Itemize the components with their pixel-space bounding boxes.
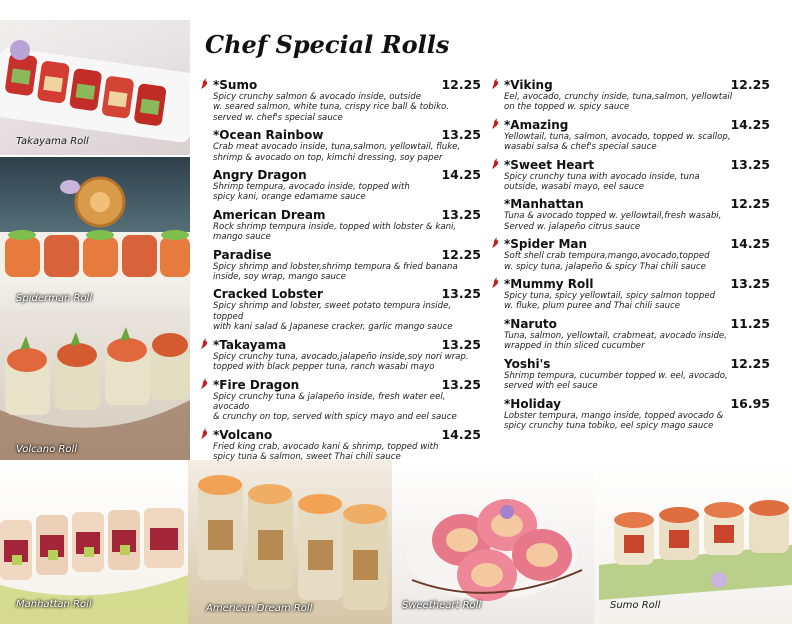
menu-item-price: 12.25 [730, 77, 770, 92]
menu-item [213, 286, 481, 332]
description-line: topped with black pepper tuna, ranch wasabi mayo [213, 362, 435, 373]
description-line: Fried king crab, avocado kani & shrimp, topped with [213, 441, 439, 452]
menu-item-description [504, 331, 770, 352]
menu-item-name: *Ocean Rainbow [213, 128, 324, 143]
chili-pepper-icon [200, 378, 209, 389]
menu-item-name: Cracked Lobster [213, 287, 323, 302]
menu-item-description [213, 352, 481, 373]
menu-column-left [213, 77, 481, 467]
description-line: Crab meat avocado inside, tuna,salmon, yellowtail, fluke, [213, 142, 461, 153]
menu-item [504, 77, 770, 113]
menu-item [213, 427, 481, 463]
manhattan-roll-photo [0, 460, 188, 624]
menu-item-price: 12.25 [730, 196, 770, 212]
menu-item-price: 13.25 [441, 376, 481, 392]
chili-pepper-icon [491, 78, 500, 89]
menu-item-name: *Amazing [504, 117, 569, 132]
menu-item-description [504, 92, 770, 113]
menu-item-price: 16.95 [730, 395, 770, 411]
menu-item-name: *Takayama [213, 337, 287, 352]
description-line: served w. chef's special sauce [213, 112, 343, 123]
chili-pepper-icon [200, 78, 209, 89]
description-line: Spicy crunchy salmon & avocado inside, outside [213, 92, 421, 102]
description-line: served with eel sauce [504, 381, 598, 392]
menu-item-name: *Naruto [504, 316, 557, 331]
menu-item-price: 14.25 [441, 426, 481, 442]
american-dream-roll-photo [188, 460, 392, 624]
description-line: Lobster tempura, mango inside, topped avocado & [504, 410, 724, 421]
description-line: Soft shell crab tempura,mango,avocado,topped [504, 251, 710, 262]
menu-item [213, 377, 481, 423]
description-line: Shrimp tempura, avocado inside, topped with [213, 182, 410, 193]
volcano-roll-caption: Volcano Roll [16, 444, 78, 455]
menu-item [213, 127, 481, 163]
chili-pepper-icon [200, 428, 209, 439]
description-line: w. spicy tuna, jalapeño & spicy Thai chili sauce [504, 261, 706, 272]
description-line: Served w. jalapeño citrus sauce [504, 221, 641, 232]
chili-pepper-icon [491, 158, 500, 169]
menu-item-description [213, 222, 481, 243]
menu-item [504, 316, 770, 352]
description-line: Spicy tuna, spicy yellowtail, spicy salmon topped [504, 291, 716, 302]
menu-item-description [213, 442, 481, 463]
menu-item-description [504, 291, 770, 312]
menu-item-name: *Sweet Heart [504, 157, 595, 172]
menu-item-price: 12.25 [730, 355, 770, 371]
menu-item-price: 14.25 [730, 236, 770, 252]
menu-item-name: American Dream [213, 207, 326, 222]
description-line: Shrimp tempura, cucumber topped w. eel, avocado, [504, 370, 728, 381]
menu-item-name: Yoshi's [504, 356, 551, 371]
menu-column-right [504, 77, 770, 435]
menu-item-price: 13.25 [441, 336, 481, 352]
menu-item [213, 247, 481, 283]
menu-item-name: *Viking [504, 78, 553, 92]
menu-item-description [213, 142, 481, 163]
menu-item-price: 13.25 [441, 127, 481, 143]
description-line: Spicy crunchy tuna with avocado inside, tuna [504, 171, 700, 182]
menu-item-name: *Fire Dragon [213, 377, 300, 392]
description-line: on the topped w. spicy sauce [504, 102, 630, 113]
menu-item-price: 12.25 [441, 246, 481, 262]
menu-item-description [213, 301, 481, 332]
menu-item-name: Paradise [213, 247, 272, 262]
menu-title: Chef Special Rolls [205, 30, 450, 59]
description-line: Rock shrimp tempura inside, topped with lobster & kani, [213, 221, 457, 232]
menu-item-description [504, 172, 770, 193]
chili-pepper-icon [491, 237, 500, 248]
menu-item [504, 396, 770, 432]
takayama-roll-caption: Takayama Roll [16, 136, 89, 147]
chili-pepper-icon [491, 277, 500, 288]
menu-item-description [213, 92, 481, 123]
spiderman-roll-caption: Spiderman Roll [16, 293, 93, 304]
description-line: Tuna, salmon, yellowtail, crabmeat, avocado inside, [504, 330, 727, 341]
menu-item-name: *Sumo [213, 78, 258, 92]
menu-item [504, 236, 770, 272]
menu-item [213, 207, 481, 243]
american-dream-roll-caption: American Dream Roll [206, 603, 313, 614]
menu-item-description [504, 251, 770, 272]
description-line: spicy crunchy tuna tobiko, eel spicy mago sauce [504, 420, 714, 431]
description-line: Spicy crunchy tuna & jalapeño inside, fresh water eel, avocado [213, 391, 446, 412]
description-line: Tuna & avocado topped w. yellowtail,fresh wasabi, [504, 211, 722, 222]
description-line: w. fluke, plum puree and Thai chili sauce [504, 301, 681, 312]
menu-item-price: 13.25 [730, 156, 770, 172]
description-line: Spicy crunchy tuna, avocado,jalapeño inside,soy nori wrap. [213, 351, 469, 362]
menu-item [504, 157, 770, 193]
menu-item [213, 167, 481, 203]
description-line: spicy kani, orange edamame sauce [213, 192, 366, 203]
description-line: Spicy shrimp and lobster, sweet potato tempura inside, topped [213, 301, 452, 322]
manhattan-roll-caption: Manhattan Roll [16, 599, 92, 610]
sumo-roll-photo [594, 460, 792, 624]
menu-item-price: 14.25 [730, 116, 770, 132]
description-line: shrimp & avocado on top, kimchi dressing, soy paper [213, 152, 443, 163]
menu-item-name: *Spider Man [504, 237, 588, 252]
sweetheart-roll-photo [392, 460, 594, 624]
menu-item-name: *Mummy Roll [504, 277, 594, 292]
menu-item-name: *Volcano [213, 427, 273, 442]
description-line: outside, wasabi mayo, eel sauce [504, 182, 645, 193]
description-line: w. seared salmon, white tuna, crispy rice ball & tobiko. [213, 102, 450, 113]
menu-item-price: 12.25 [441, 77, 481, 92]
menu-item [504, 276, 770, 312]
sweetheart-roll-caption: Sweetheart Roll [402, 600, 482, 611]
menu-item-description [213, 182, 481, 203]
description-line: wrapped in thin sliced cucumber [504, 341, 645, 352]
description-line: inside, soy wrap, mango sauce [213, 272, 346, 283]
menu-item [504, 117, 770, 153]
menu-item [213, 337, 481, 373]
menu-item-description [504, 371, 770, 392]
description-line: & crunchy on top, served with spicy mayo and eel sauce [213, 412, 457, 423]
menu-item-description [213, 392, 481, 423]
description-line: Yellowtail, tuna, salmon, avocado, topped w. scallop, [504, 131, 731, 142]
menu-item-description [504, 132, 770, 153]
description-line: wasabi salsa & chef's special sauce [504, 142, 657, 153]
description-line: Eel, avocado, crunchy inside, tuna,salmon, yellowtail [504, 92, 733, 102]
spiderman-roll-photo [0, 157, 190, 310]
menu-item-price: 13.25 [441, 286, 481, 302]
description-line: Spicy shrimp and lobster,shrimp tempura & fried banana [213, 261, 458, 272]
menu-item [213, 77, 481, 123]
menu-item [504, 196, 770, 232]
menu-item-price: 14.25 [441, 167, 481, 183]
menu-item-price: 13.25 [441, 206, 481, 222]
menu-item-name: Angry Dragon [213, 168, 307, 183]
menu-item-description [504, 411, 770, 432]
description-line: mango sauce [213, 232, 271, 243]
chili-pepper-icon [200, 338, 209, 349]
sumo-roll-caption: Sumo Roll [610, 600, 661, 611]
menu-item-description [504, 211, 770, 232]
menu-item-name: *Holiday [504, 396, 561, 411]
menu-item-description [213, 262, 481, 283]
menu-item [504, 356, 770, 392]
takayama-roll-photo [0, 20, 190, 155]
chili-pepper-icon [491, 118, 500, 129]
menu-item-price: 11.25 [730, 315, 770, 331]
menu-item-price: 13.25 [730, 276, 770, 292]
menu-item-name: *Manhattan [504, 197, 584, 212]
volcano-roll-photo [0, 310, 190, 460]
description-line: spicy tuna & salmon, sweet Thai chili sauce [213, 452, 401, 463]
description-line: with kani salad & Japanese cracker, garlic mango sauce [213, 322, 453, 333]
